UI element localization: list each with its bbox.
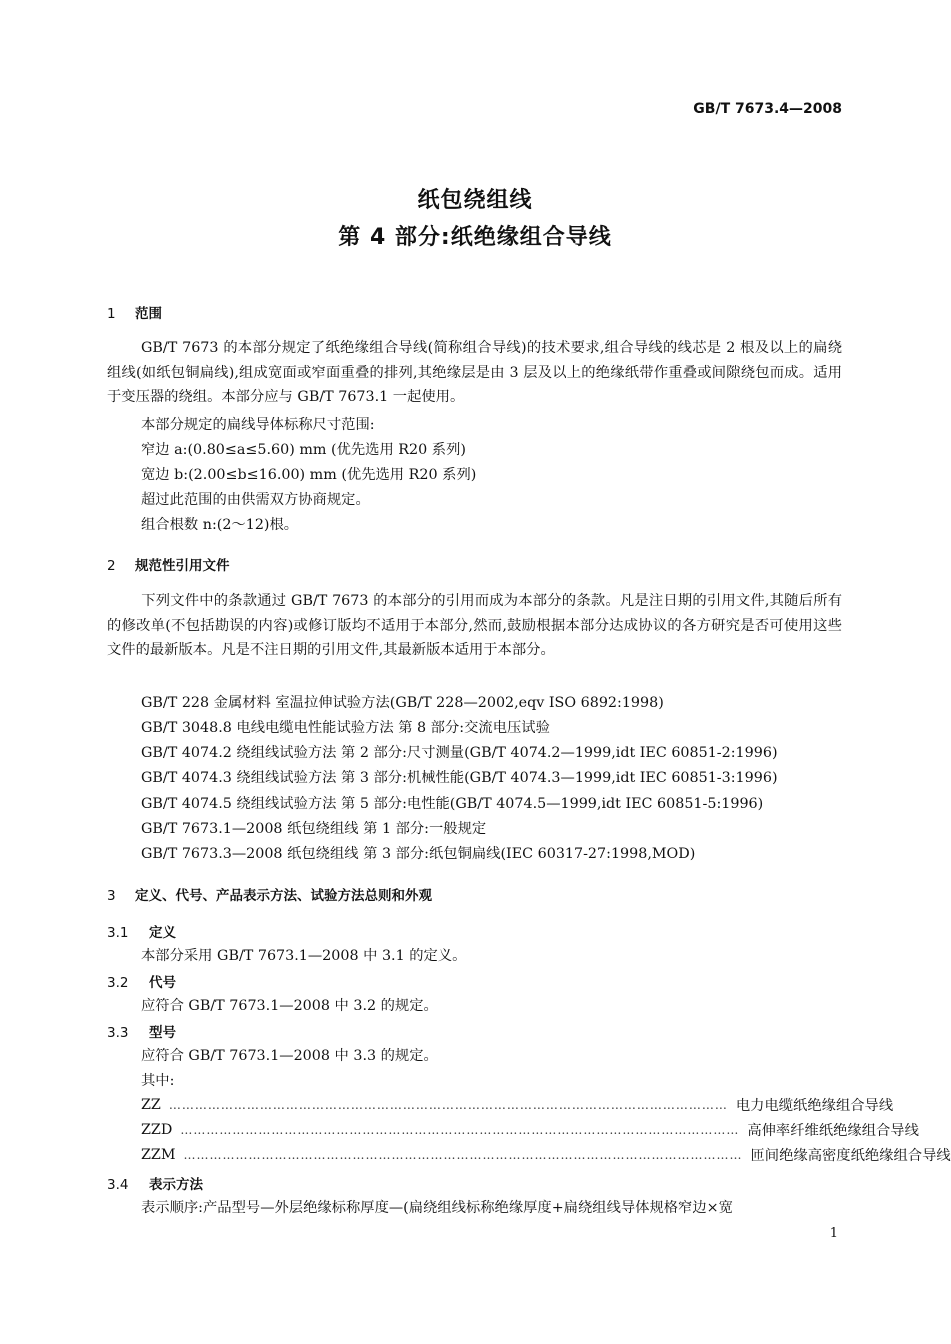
page-number: 1 xyxy=(829,1226,838,1241)
reference-item: GB/T 4074.5 绕组线试验方法 第 5 部分:电性能(GB/T 4074.5—1999,idt IEC 60851-5:1996) xyxy=(141,796,764,812)
subsection-number: 3.2 xyxy=(107,975,129,991)
reference-item: GB/T 4074.3 绕组线试验方法 第 3 部分:机械性能(GB/T 4074.3—1999,idt IEC 60851-3:1996) xyxy=(141,770,778,786)
section-title: 规范性引用文件 xyxy=(135,558,230,574)
standard-code: GB/T 7673.4—2008 xyxy=(693,101,842,117)
subsection-3-1-heading xyxy=(107,921,176,941)
section-title: 范围 xyxy=(135,306,162,322)
section-1-line: 窄边 a:(0.80≤a≤5.60) mm (优先选用 R20 系列) xyxy=(141,442,466,458)
paragraph-text: GB/T 7673 的本部分规定了纸绝缘组合导线(简称组合导线)的技术要求,组合导线的线芯是 2 根及以上的扁绕组线(如纸包铜扁线),组成宽面或窄面重叠的排列,其绝缘层是由 3 层及以上的绝缘纸带作重叠或间隙绕包而成。适用于变压器的绕组。本部分应与 GB/T 7673.1 一起使用。 xyxy=(107,340,842,405)
section-number: 3 xyxy=(107,888,116,904)
model-code: ZZM xyxy=(141,1147,176,1163)
subsection-title: 代号 xyxy=(149,975,176,991)
subsection-text: 表示顺序:产品型号—外层绝缘标称厚度—(扁绕组线标称绝缘厚度+扁绕组线导体规格窄边×宽 xyxy=(141,1200,733,1216)
leader-dots: ………………………………………………………………………………………………………………… xyxy=(183,1148,743,1162)
subsection-text: 本部分采用 GB/T 7673.1—2008 中 3.1 的定义。 xyxy=(141,948,467,964)
model-code-row xyxy=(141,1120,919,1140)
subsection-title: 型号 xyxy=(149,1025,176,1041)
section-2-paragraph xyxy=(107,589,842,663)
section-1-paragraph xyxy=(107,336,842,410)
model-description: 匝间绝缘高密度纸绝缘组合导线 xyxy=(750,1148,951,1164)
reference-item: GB/T 4074.2 绕组线试验方法 第 2 部分:尺寸测量(GB/T 4074.2—1999,idt IEC 60851-2:1996) xyxy=(141,745,778,761)
section-1-line: 宽边 b:(2.00≤b≤16.00) mm (优先选用 R20 系列) xyxy=(141,467,477,483)
reference-item: GB/T 7673.1—2008 纸包绕组线 第 1 部分:一般规定 xyxy=(141,821,487,837)
subsection-number: 3.1 xyxy=(107,925,129,941)
model-code-row xyxy=(141,1095,894,1115)
model-code: ZZ xyxy=(141,1097,161,1113)
reference-item: GB/T 228 金属材料 室温拉伸试验方法(GB/T 228—2002,eqv ISO 6892:1998) xyxy=(141,695,664,711)
section-1-line: 超过此范围的由供需双方协商规定。 xyxy=(141,492,370,508)
section-3-heading xyxy=(107,884,432,904)
subsection-number: 3.3 xyxy=(107,1025,129,1041)
subsection-3-4-heading xyxy=(107,1173,203,1193)
leader-dots: ………………………………………………………………………………………………………………… xyxy=(168,1098,728,1112)
paragraph-text: 下列文件中的条款通过 GB/T 7673 的本部分的引用而成为本部分的条款。凡是注日期的引用文件,其随后所有的修改单(不包括勘误的内容)或修订版均不适用于本部分,然而,鼓励根据本部分达成协议的各方研究是否可使用这些文件的最新版本。凡是不注日期的引用文件,其最新版本适用于本部分。 xyxy=(107,593,842,658)
subsection-3-2-heading xyxy=(107,971,176,991)
reference-item: GB/T 7673.3—2008 纸包绕组线 第 3 部分:纸包铜扁线(IEC 60317-27:1998,MOD) xyxy=(141,846,696,862)
reference-item: GB/T 3048.8 电线电缆电性能试验方法 第 8 部分:交流电压试验 xyxy=(141,720,550,736)
subsection-number: 3.4 xyxy=(107,1177,129,1193)
model-code: ZZD xyxy=(141,1122,173,1138)
subsection-3-3-heading xyxy=(107,1021,176,1041)
section-title: 定义、代号、产品表示方法、试验方法总则和外观 xyxy=(135,888,432,904)
model-description: 电力电缆纸绝缘组合导线 xyxy=(735,1098,894,1114)
subsection-title: 定义 xyxy=(149,925,176,941)
subsection-text: 应符合 GB/T 7673.1—2008 中 3.2 的规定。 xyxy=(141,998,438,1014)
subsection-text: 应符合 GB/T 7673.1—2008 中 3.3 的规定。 xyxy=(141,1048,438,1064)
document-title: 纸包绕组线 xyxy=(417,188,533,213)
section-1-line: 组合根数 n:(2～12)根。 xyxy=(141,517,299,533)
section-2-heading xyxy=(107,554,230,574)
section-number: 1 xyxy=(107,306,116,322)
section-1-heading xyxy=(107,302,162,322)
leader-dots: ………………………………………………………………………………………………………………… xyxy=(180,1123,740,1137)
among-label: 其中: xyxy=(141,1073,175,1089)
document-subtitle: 第 4 部分:纸绝缘组合导线 xyxy=(338,225,612,250)
section-number: 2 xyxy=(107,558,116,574)
model-description: 高伸率纤维纸绝缘组合导线 xyxy=(747,1123,919,1139)
section-1-line: 本部分规定的扁线导体标称尺寸范围: xyxy=(141,417,375,433)
subsection-title: 表示方法 xyxy=(149,1177,203,1193)
model-code-row xyxy=(141,1145,951,1165)
